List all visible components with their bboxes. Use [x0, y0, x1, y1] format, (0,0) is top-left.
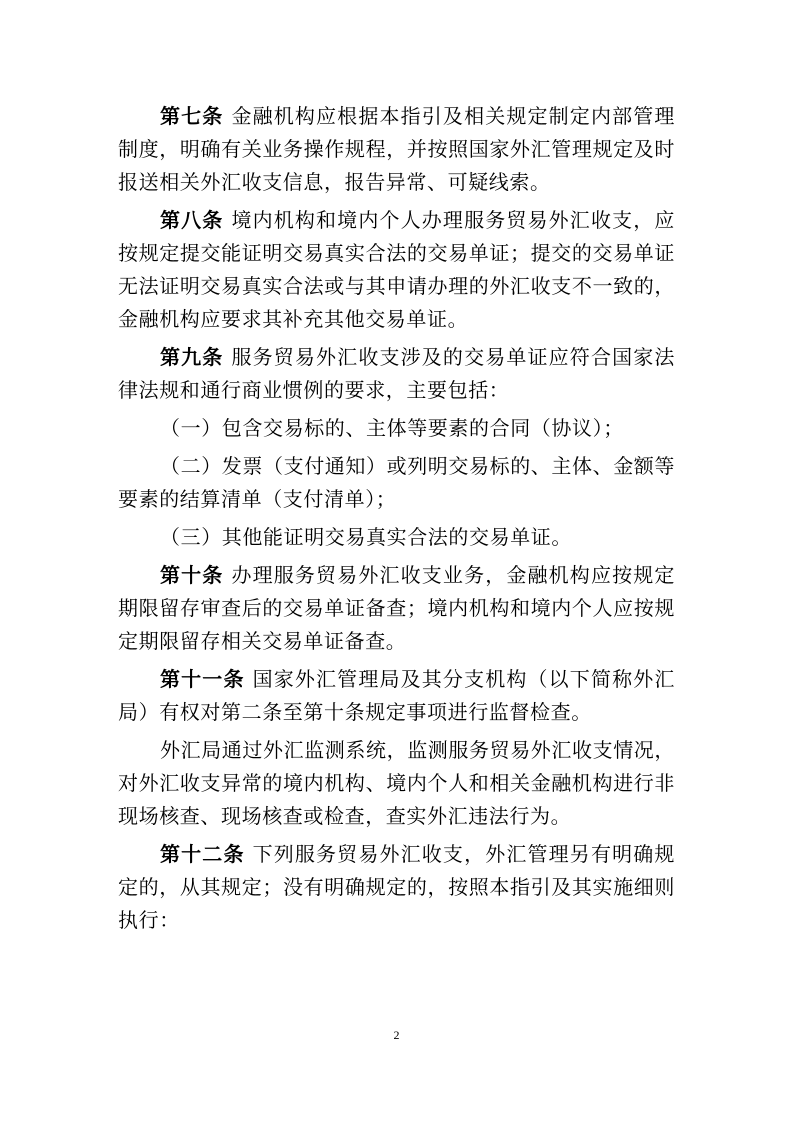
article-9 — [118, 341, 675, 407]
article-11-paragraph-2 — [118, 734, 675, 833]
list-item-3 — [118, 521, 675, 554]
list-item-text: （三）其他能证明交易真实合法的交易单证。 — [160, 525, 572, 549]
article-heading: 第十一条 — [160, 667, 245, 691]
list-item-1 — [118, 412, 675, 445]
article-text: 下列服务贸易外汇收支，外汇管理另有明确规定的，从其规定；没有明确规定的，按照本指引及其实施细则执行： — [118, 842, 675, 932]
article-text: 外汇局通过外汇监测系统，监测服务贸易外汇收支情况，对外汇收支异常的境内机构、境内个人和相关金融机构进行非现场核查、现场核查或检查，查实外汇违法行为。 — [118, 738, 675, 828]
article-11 — [118, 663, 675, 729]
article-heading: 第十二条 — [160, 842, 245, 866]
article-text: 办理服务贸易外汇收支业务，金融机构应按规定期限留存审查后的交易单证备查；境内机构和境内个人应按规定期限留存相关交易单证备查。 — [118, 563, 675, 653]
article-heading: 第七条 — [160, 104, 224, 128]
list-item-text: （二）发票（支付通知）或列明交易标的、主体、金额等要素的结算清单（支付清单）； — [118, 454, 675, 511]
article-heading: 第十条 — [160, 563, 224, 587]
article-text: 国家外汇管理局及其分支机构（以下简称外汇局）有权对第二条至第十条规定事项进行监督检查。 — [118, 667, 675, 724]
article-text: 境内机构和境内个人办理服务贸易外汇收支，应按规定提交能证明交易真实合法的交易单证；提交的交易单证无法证明交易真实合法或与其申请办理的外汇收支不一致的，金融机构应要求其补充其他交易单证。 — [118, 208, 675, 331]
article-10 — [118, 559, 675, 658]
article-8 — [118, 204, 675, 336]
list-item-text: （一）包含交易标的、主体等要素的合同（协议）； — [160, 416, 624, 440]
article-heading: 第八条 — [160, 208, 224, 232]
article-12 — [118, 838, 675, 937]
article-heading: 第九条 — [160, 345, 224, 369]
list-item-2 — [118, 450, 675, 516]
article-text: 服务贸易外汇收支涉及的交易单证应符合国家法律法规和通行商业惯例的要求，主要包括： — [118, 345, 675, 402]
article-7 — [118, 100, 675, 199]
page-number: 2 — [393, 1028, 400, 1042]
article-text: 金融机构应根据本指引及相关规定制定内部管理制度，明确有关业务操作规程，并按照国家外汇管理规定及时报送相关外汇收支信息，报告异常、可疑线索。 — [118, 104, 675, 194]
